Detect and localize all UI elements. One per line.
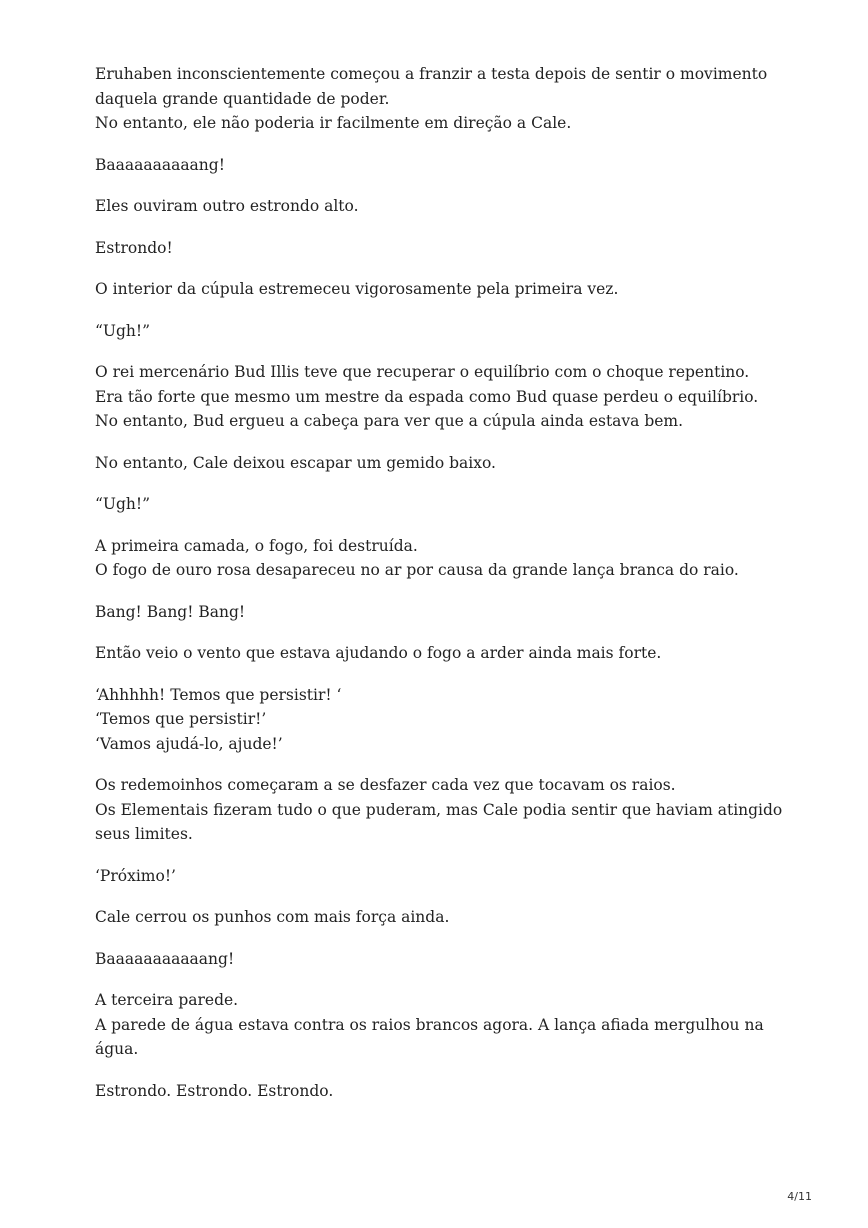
paragraph (95, 277, 785, 302)
text-line: Então veio o vento que estava ajudando o fogo a arder ainda mais forte. (95, 644, 662, 662)
paragraph (95, 451, 785, 476)
paragraph (95, 947, 785, 972)
text-line: No entanto, ele não poderia ir facilmente em direção a Cale. (95, 114, 572, 132)
text-line: ‘Ahhhhh! Temos que persistir! ‘ (95, 685, 342, 704)
text-line: Baaaaaaaaaang! (95, 155, 225, 174)
text-line: No entanto, Cale deixou escapar um gemido baixo. (95, 453, 496, 472)
text-line: ‘Próximo!’ (95, 866, 176, 885)
paragraph (95, 194, 785, 219)
text-line: ‘Temos que persistir!’ (95, 710, 267, 728)
paragraph (95, 62, 785, 136)
text-line: Eruhaben inconscientemente começou a franzir a testa depois de sentir o movimento (95, 65, 768, 83)
text-line: Eles ouviram outro estrondo alto. (95, 197, 359, 215)
paragraph (95, 600, 785, 625)
text-line: A terceira parede. (95, 991, 239, 1009)
text-line: daquela grande quantidade de poder. (95, 89, 390, 108)
text-line: seus limites. (95, 825, 193, 843)
paragraph (95, 905, 785, 930)
paragraph (95, 153, 785, 178)
text-line: “Ugh!” (95, 495, 151, 513)
document-body (95, 62, 785, 1120)
paragraph (95, 492, 785, 517)
text-line: água. (95, 1040, 139, 1058)
paragraph (95, 864, 785, 889)
page-number: 4/11 (787, 1190, 812, 1203)
text-line: Baaaaaaaaaaang! (95, 949, 235, 968)
text-line: Era tão forte que mesmo um mestre da espada como Bud quase perdeu o equilíbrio. (95, 387, 759, 406)
paragraph (95, 360, 785, 434)
text-line: O fogo de ouro rosa desapareceu no ar por causa da grande lança branca do raio. (95, 561, 739, 579)
text-line: ‘Vamos ajudá-lo, ajude!’ (95, 734, 283, 753)
text-line: A parede de água estava contra os raios brancos agora. A lança afiada mergulhou na (95, 1015, 764, 1034)
paragraph (95, 236, 785, 261)
text-line: O interior da cúpula estremeceu vigorosamente pela primeira vez. (95, 280, 619, 298)
paragraph (95, 641, 785, 666)
text-line: Estrondo! (95, 238, 173, 257)
text-line: “Ugh!” (95, 321, 151, 340)
text-line: O rei mercenário Bud Illis teve que recuperar o equilíbrio com o choque repentino. (95, 363, 750, 381)
text-line: Bang! Bang! Bang! (95, 602, 246, 621)
text-line: A primeira camada, o fogo, foi destruída. (95, 536, 418, 555)
text-line: Estrondo. Estrondo. Estrondo. (95, 1081, 334, 1100)
paragraph (95, 1079, 785, 1104)
paragraph (95, 319, 785, 344)
paragraph (95, 773, 785, 847)
text-line: Os redemoinhos começaram a se desfazer cada vez que tocavam os raios. (95, 776, 676, 794)
paragraph (95, 534, 785, 583)
paragraph (95, 683, 785, 757)
text-line: No entanto, Bud ergueu a cabeça para ver que a cúpula ainda estava bem. (95, 412, 684, 430)
text-line: Os Elementais fizeram tudo o que puderam, mas Cale podia sentir que haviam atingido (95, 800, 783, 819)
paragraph (95, 988, 785, 1062)
text-line: Cale cerrou os punhos com mais força ainda. (95, 908, 450, 926)
